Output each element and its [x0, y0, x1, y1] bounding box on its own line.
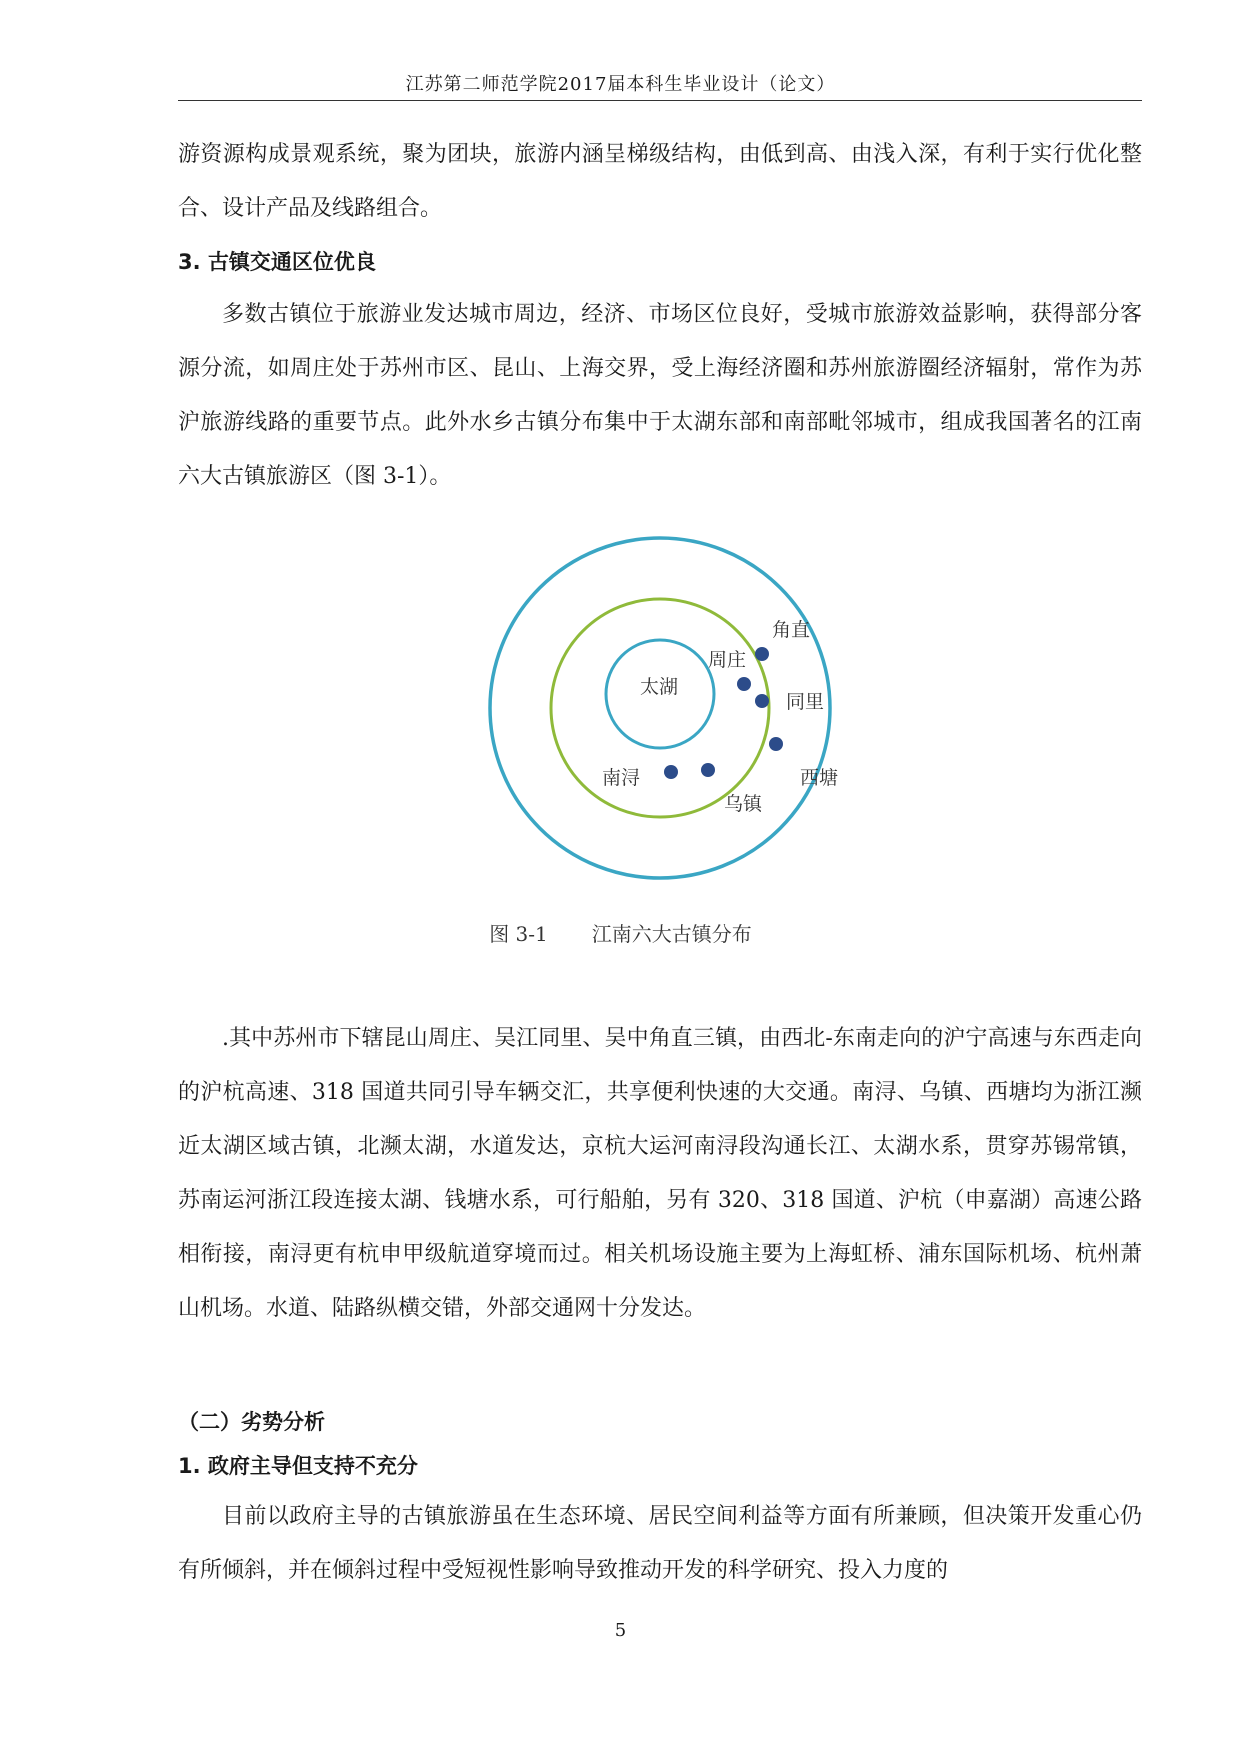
town-label-xitang: 西塘 [800, 767, 839, 789]
paragraph-government: 目前以政府主导的古镇旅游虽在生态环境、居民空间利益等方面有所兼顾，但决策开发重心仍有所倾斜，并在倾斜过程中受短视性影响导致推动开发的科学研究、投入力度的 [178, 1504, 1142, 1583]
paragraph-transport-detail: .其中苏州市下辖昆山周庄、吴江同里、吴中角直三镇，由西北-东南走向的沪宁高速与东西走向的沪杭高速、318 国道共同引导车辆交汇，共享便利快速的大交通。南浔、乌镇、西塘均为浙江濒近太湖区域古镇，北濒太湖，水道发达，京杭大运河南浔段沟通长江、太湖水系，贯穿苏锡常镇，苏南运河浙江段连接太湖、钱塘水系，可行船舶，另有 320、318 国道、沪杭（申嘉湖）高速公路相衔接，南浔更有杭申甲级航道穿境而过。相关机场设施主要为上海虹桥、浦东国际机场、杭州萧山机场。水道、陆路纵横交错，外部交通网十分发达。 [178, 1026, 1142, 1321]
taihu-label: 太湖 [640, 676, 679, 698]
page-number: 5 [614, 1620, 627, 1641]
paragraph-continued: 游资源构成景观系统，聚为团块，旅游内涵呈梯级结构，由低到高、由浅入深，有利于实行优化整合、设计产品及线路组合。 [178, 142, 1142, 221]
town-dot-nanxun [664, 765, 678, 779]
town-dot-jiaozhi [755, 647, 769, 661]
section-heading-transport: 3. 古镇交通区位优良 [178, 250, 376, 274]
town-dot-xitang [769, 737, 783, 751]
paragraph-location: 多数古镇位于旅游业发达城市周边，经济、市场区位良好，受城市旅游效益影响，获得部分客源分流，如周庄处于苏州市区、昆山、上海交界，受上海经济圈和苏州旅游圈经济辐射，常作为苏沪旅游线路的重要节点。此外水乡古镇分布集中于太湖东部和南部毗邻城市，组成我国著名的江南六大古镇旅游区（图 3-1）。 [178, 302, 1142, 489]
section-heading-weakness: （二）劣势分析 [178, 1410, 325, 1434]
town-dot-wuzhen [701, 763, 715, 777]
outer-ring [490, 538, 830, 878]
town-label-wuzhen: 乌镇 [724, 793, 763, 815]
figure-caption-number: 图 3-1 [489, 922, 548, 946]
town-label-nanxun: 南浔 [602, 767, 641, 789]
page-header: 江苏第二师范学院2017届本科生毕业设计（论文） [405, 74, 836, 95]
town-label-jiaozhi: 角直 [772, 619, 811, 641]
town-label-tongli: 同里 [786, 691, 825, 713]
town-dot-tongli [755, 694, 769, 708]
middle-ring [551, 599, 769, 817]
figure-caption [0, 918, 1241, 947]
figure-caption-title: 江南六大古镇分布 [591, 922, 752, 946]
section-heading-government: 1. 政府主导但支持不充分 [178, 1454, 418, 1478]
town-label-zhouzhuang: 周庄 [708, 649, 747, 671]
town-dot-zhouzhuang [737, 677, 751, 691]
